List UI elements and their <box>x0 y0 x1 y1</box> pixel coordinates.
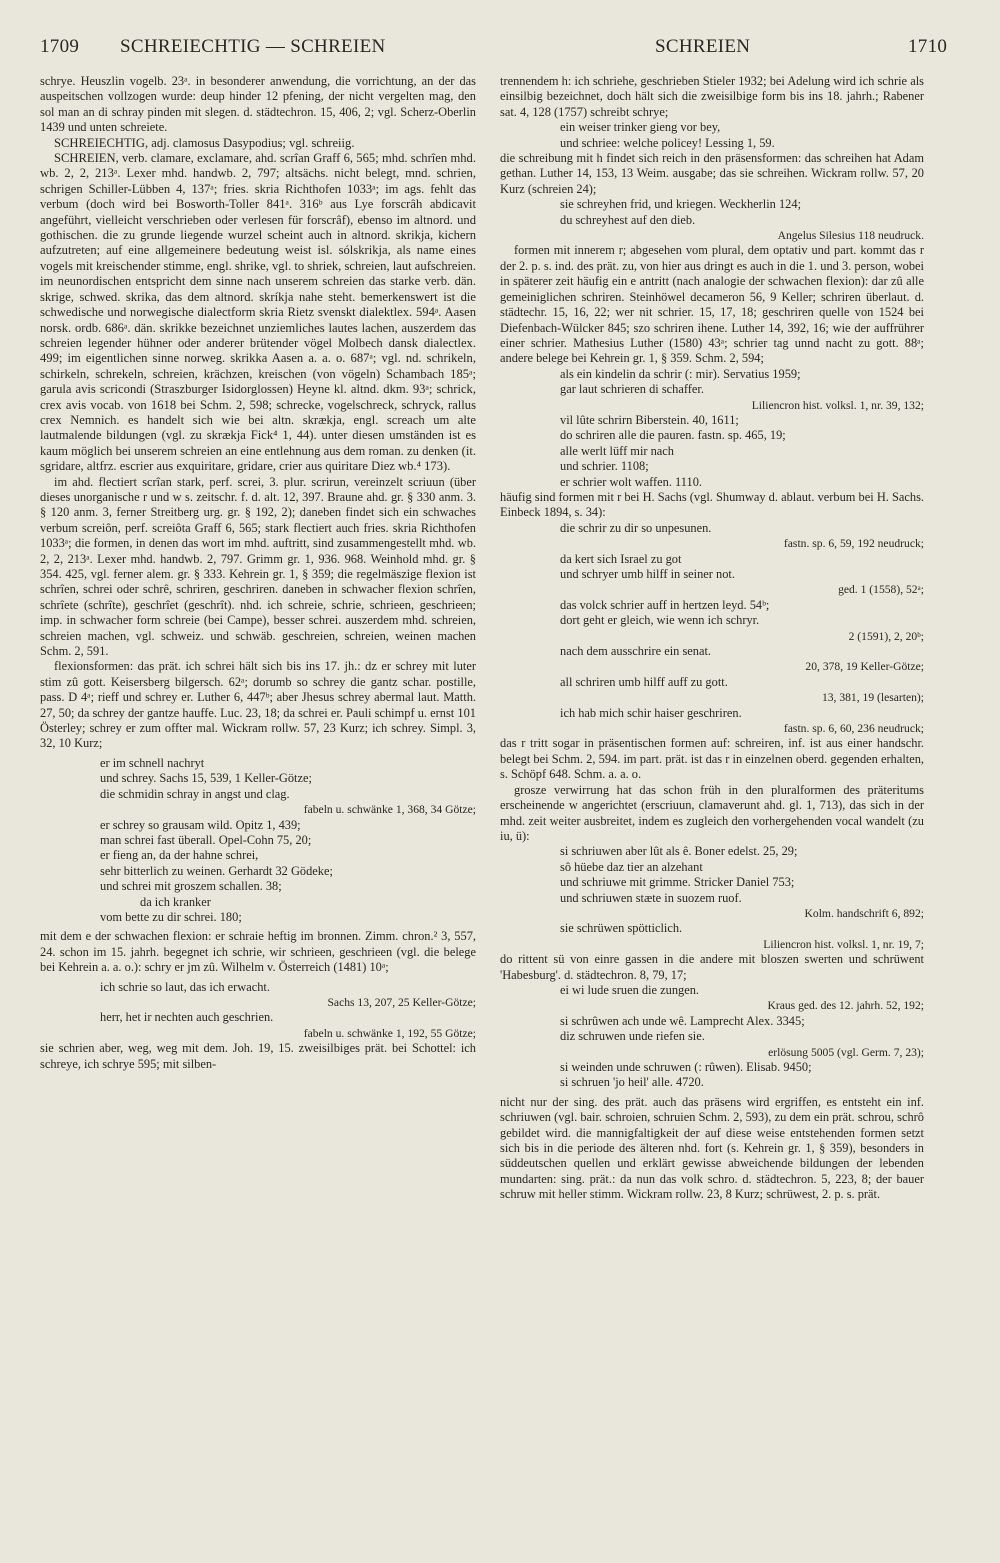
quotation-source: Kolm. handschrift 6, 892; <box>804 906 924 920</box>
quotation-line: als ein kindelin da schrir (: mir). Servatius 1959; <box>560 366 801 381</box>
quotation-line: herr, het ir nechten auch geschrien. <box>100 1010 274 1025</box>
quotation-line: und schriuwe mit grimme. Stricker Daniel 753; <box>560 875 795 890</box>
quotation-line: du schreyhest auf den dieb. <box>560 212 696 227</box>
quotation-line: das volck schrier auff in hertzen leyd. 54ᵇ; <box>560 597 770 612</box>
paragraph: im ahd. flectiert scrîan stark, perf. screi, 3. plur. scrirun, vereinzelt scriuun (über dieses unorganische r und w s. zeitschr. f. d. alt. 12, 397. Braune ahd. gr. § 330 anm. 3. § 120 anm. 3, ferner Streitberg urg. gr. § 192, 2); daneben findet sich ein schwaches verbum screiôn, perf. screiôta Graff 6, 565; stark flectiert auch fries. skria Richthofen 1033ᵃ; die formen, in denen das wort im mhd. auftritt, sind zusammengestellt mhd. wb. 2, 2, 213ᵃ. Lexer mhd. handwb. 2, 797. Grimm gr. 1, 936. 968. Weinhold mhd. gr. § 354. 425, vgl. ferner alem. gr. § 333. Kehrein gr. 1, § 359; die regelmäszige flexion ist schrîen, schrei oder schrê, schriren, geschriren. daneben in schwacher flexion schrîen, schrîete (schrîte), geschrîet (geschrît). nhd. ich schreie, schrie, schrieen, geschrieen; imp. in schwacher form schreie (bei Campe), besser schrei. auszerdem mhd. schreien, schreien machen, vgl. schweiz. und schwäb. geschreien, schreien, weinen machen Schm. 2, 591. <box>40 474 476 659</box>
left-page-number: 1709 <box>40 36 80 57</box>
paragraph: häufig sind formen mit r bei H. Sachs (vgl. Shumway d. ablaut. verbum bei H. Sachs. Einbeck 1894, s. 34): <box>500 489 924 520</box>
quotation-source: Angelus Silesius 118 neudruck. <box>777 229 924 243</box>
quotation-source: 13, 381, 19 (lesarten); <box>821 691 924 705</box>
paragraph: nicht nur der sing. des prät. auch das präsens wird ergriffen, es entsteht ein inf. schriuwen (vgl. bair. schroien, schruien Schm. 2, 593), zu dem ein prät. schrou, schrô gebildet wird. die mannigfaltigkeit der auf diese weise entstehenden formen setzt sich bis in die periode des älteren nhd. fort (s. Kehrein gr. 1, § 359), besonders in süddeutschen quellen und erklärt gewisse abweichende bildungen der lebenden mundarten: sing. prät.: da nun das volk schro. d. städtechron. 5, 223, 8; der bauer schruw mit heller stimm. Wickram rollw. 23, 8 Kurz; schrüwest, 2. p. s. prät. <box>500 1094 924 1202</box>
quotation-source: 2 (1591), 2, 20ᵇ; <box>848 629 924 643</box>
quotation-source: fabeln u. schwänke 1, 368, 34 Götze; <box>303 803 476 817</box>
quotation-line: er im schnell nachryt <box>100 755 205 770</box>
quotation-line: ich hab mich schir haiser geschriren. <box>560 705 742 720</box>
quotation-line: er fieng an, da der hahne schrei, <box>100 848 259 863</box>
quotation-source: fastn. sp. 6, 60, 236 neudruck; <box>783 722 924 736</box>
quotation-line: da ich kranker <box>140 894 211 909</box>
quotation-line: er schrier wolt waffen. 1110. <box>560 474 702 489</box>
quotation-line: ein weiser trinker gieng vor bey, <box>560 120 721 135</box>
paragraph: mit dem e der schwachen flexion: er schraie heftig im bronnen. Zimm. chron.² 3, 557, 24. schon im 15. jahrh. begegnet ich schrie, wir schrieen, geschrieen (vgl. die belege bei Kehrein a. a. o.): schry er jm zû. Wilhelm v. Österreich (1481) 10ᵃ; <box>40 929 476 975</box>
quotation-line: und schrier. 1108; <box>560 459 649 474</box>
quotation-line: si schrûwen ach unde wê. Lamprecht Alex. 3345; <box>560 1013 805 1028</box>
quotation-source: fastn. sp. 6, 59, 192 neudruck; <box>783 537 924 551</box>
quotation-line: vom bette zu dir schrei. 180; <box>100 909 242 924</box>
quotation-source: Liliencron hist. volksl. 1, nr. 19, 7; <box>763 937 924 951</box>
quotation-line: nach dem ausschrire ein senat. <box>560 644 712 659</box>
quotation-line: sie schreyhen frid, und kriegen. Weckherlin 124; <box>560 197 802 212</box>
paragraph: sie schrien aber, weg, weg mit dem. Joh. 19, 15. zweisilbiges prät. bei Schottel: ich schreye, ich schrye 595; mit silben- <box>40 1041 476 1071</box>
quotation-source: ged. 1 (1558), 52ᵃ; <box>838 583 924 597</box>
right-page-number: 1710 <box>908 36 948 57</box>
quotation-line: und schrei mit groszem schallen. 38; <box>100 879 282 894</box>
quotation-line: und schrey. Sachs 15, 539, 1 Keller-Götze; <box>100 771 312 786</box>
left-column <box>40 74 476 1072</box>
quotation-line: und schriuwen stæte in suozem ruof. <box>560 890 742 905</box>
quotation-line: si weinden unde schruwen (: rûwen). Elisab. 9450; <box>560 1060 812 1074</box>
paragraph: schrye. Heuszlin vogelb. 23ᵃ. in besonderer anwendung, die vorrichtung, an der das auspeitschen vollzogen wurde: deup hinder 12 pfening, der nicht vergelten mag, den sol man an di schray pinden mit slegen. d. städtechron. 15, 406, 2; vgl. Scherz-Oberlin 1439 und unten schreiete. <box>40 74 476 135</box>
quotation-line: er schrey so grausam wild. Opitz 1, 439; <box>100 817 301 832</box>
quotation-line: sehr bitterlich zu weinen. Gerhardt 32 Gödeke; <box>100 863 333 878</box>
quotation-line: dort geht er gleich, wie wenn ich schryr. <box>560 613 760 628</box>
quotation-source: erlösung 5005 (vgl. Germ. 7, 23); <box>768 1045 924 1059</box>
quotation-line: diz schruwen unde riefen sie. <box>560 1029 705 1044</box>
paragraph: do rittent sü von einre gassen in die andere mit bloszen swerten und schrüwent 'Habesburg'. d. städtechron. 8, 79, 17; <box>500 952 924 982</box>
quotation-line: ei wi lude sruen die zungen. <box>560 982 700 997</box>
quotation-source: fabeln u. schwänke 1, 192, 55 Götze; <box>303 1026 476 1040</box>
paragraph: die schreibung mit h findet sich reich in den präsensformen: das schreihen hat Adam gethan. Luther 14, 153, 13 Weim. ausgabe; das sie schreihen. Wickram rollw. 57, 20 Kurz (schreien 24); <box>500 151 924 196</box>
left-running-head: SCHREIECHTIG — SCHREIEN <box>120 36 386 57</box>
quotation-line: sô hüebe daz tier an alzehant <box>560 859 703 874</box>
right-column <box>500 74 924 1203</box>
paragraph: trennendem h: ich schriehe, geschrieben Stieler 1932; bei Adelung wird ich schrie als einsilbig bezeichnet, doch hält sich die zweisilbige form bis ins 18. jahrh.; Rabener sat. 4, 128 (1757) schreibt schrye; <box>500 74 924 119</box>
quotation-line: all schriren umb hilff auff zu gott. <box>560 674 728 689</box>
quotation-source: Liliencron hist. volksl. 1, nr. 39, 132; <box>751 398 924 412</box>
headword-entry: SCHREIECHTIG, adj. clamosus Dasypodius; vgl. schreiig. <box>54 135 355 150</box>
quotation-line: si schriuwen aber lût als ê. Boner edelst. 25, 29; <box>560 844 798 859</box>
quotation-line: ich schrie so laut, das ich erwacht. <box>100 979 270 994</box>
quotation-line: die schmidin schray in angst und clag. <box>100 786 290 801</box>
paragraph: grosze verwirrung hat das schon früh in den pluralformen des präteritums erscheinende w angerichtet (erscriuun, clamaverunt ahd. gl. 1, 713), das sich in der mhd. zeit weiter ausbreitet, indem es zugleich den vorhergehenden vocal wandelt (zu iu, ü): <box>500 782 924 843</box>
quotation-line: si schruen 'jo heil' alle. 4720. <box>560 1075 704 1090</box>
quotation-line: do schriren alle die pauren. fastn. sp. 465, 19; <box>560 428 786 443</box>
paragraph: formen mit innerem r; abgesehen vom plural, dem optativ und part. kommt das r der 2. p. s. ind. des prät. zu, von hier aus dringt es auch in die 1. und 3. person, wobei in späterer zeit häufig ein e antritt (nach analogie der schwachen flexion): dar zû alle gemeiniglichen schriren. Steinhöwel decameron 56, 9 Keller; schriren überlaut. d. städtechr. 15, 16, 22; wer nit schrier. 15, 17, 18; geschriren quelle von 1524 bei Diefenbach-Wülcker 845; szo schriren ihene. Luther 14, 392, 16; wie der auffrührer einer schrier. Mathesius Luther (1580) 43ᵃ; schrier tag unnd nacht zu gott. 88ᵃ; andere belege bei Kehrein gr. 1, § 359. Schm. 2, 594; <box>500 243 924 366</box>
paragraph: flexionsformen: das prät. ich schrei hält sich bis ins 17. jh.: dz er schrey mit luter stim zû gott. Keisersberg bilgersch. 62ᵃ; dorumb so schrey die gantz schar. postille, pass. D 4ᵃ; rieff und schrey er. Luther 6, 447ᵇ; aber Jhesus schrey abermal laut. Matth. 27, 50; da schrey der gantze hauffe. Luc. 23, 18; da schrei er. Pauli schimpf u. ernst 101 Österley; schrey er zum offter mal. Wickram rollw. 57, 23 Kurz; ich schrey. Simpl. 3, 32, 10 Kurz; <box>40 659 476 751</box>
quotation-line: alle werlt lüff mir nach <box>560 443 674 458</box>
quotation-line: da kert sich Israel zu got <box>560 551 682 566</box>
quotation-line: vil lûte schrirn Biberstein. 40, 1611; <box>560 412 739 427</box>
quotation-line: man schrei fast überall. Opel-Cohn 75, 20; <box>100 832 312 847</box>
headword-entry: SCHREIEN, verb. clamare, exclamare, ahd. scrîan Graff 6, 565; mhd. schrîen mhd. wb. 2, 2, 213ᵃ. Lexer mhd. handwb. 2, 797; altsächs. nicht belegt, mnd. schrien, schrigen Schiller-Lübben 4, 137ᵃ; fries. skria Richthofen 1033ᵃ; im ags. fehlt das verbum (doch wird bei Bosworth-Toller 841ᵃ. 316ᵇ aus Lye forscrâh abdicavit angeführt, vielleicht verschrieben oder verlesen für forscrâf), ebenso im altnord. und gothischen. die zu grunde liegende wurzel scheint auch in altnord. skrikja, kichern aufzutreten; auf eine allgemeinere bedeutung weist isl. sólskrikja, als name eines vogels mit kreischender stimme, engl. shrike, vgl. to shriek, schreien, laut aufschreien. im neunordischen entspricht dem sinne nach unserem schreien das starke verb. dän. skrige, schwed. skrika, das dem altnord. skríkja nahe steht. bemerkenswert ist die schwedische und norwegische dialectform skria Rietz svenskt dialektlex. 594ᵃ. Aasen norsk. ordb. 686ᵃ. dän. skrikke bezeichnet unziemliches lautes lachen, auszerdem das schreien legender hühner oder anderer brütender vögel Molbech dansk dialectlex. 499; im eigentlichen sinne norweg. skrikka Aasen a. a. o. 687ᵃ; vgl. nd. schrikeln, schirkeln, schrekeln, schreien, krächzen, kreischen (von vögeln) Schambach 185ᵃ; garula avis scricondi (Straszburger Isidorglossen) Heyne kl. altnd. dkm. 93ᵃ; schrick, crex avis vocab. von 1618 bei Schm. 2, 598; schrecke, vogelschreck, schryck, rallus crex Nemnich. es handelt sich wie bei altn. skrækja, engl. screach um alte lautmalende bildungen (vgl. zu skrækja Fick⁴ 1, 44). unter diesen umständen ist es kaum möglich bei unserem schreien an eine entlehnung aus dem roman. zu denken (it. sgridare, altfrz. escrier aus exquiritare, gridare, crier aus quiritare Diez wb.⁴ 173). <box>40 151 476 474</box>
quotation-line: die schrir zu dir so unpesunen. <box>560 520 712 535</box>
quotation-line: sie schrüwen spötticlich. <box>560 921 683 936</box>
quotation-source: Kraus ged. des 12. jahrh. 52, 192; <box>767 999 924 1013</box>
quotation-line: gar laut schrieren di schaffer. <box>560 382 704 397</box>
quotation-source: 20, 378, 19 Keller-Götze; <box>805 660 924 674</box>
paragraph: das r tritt sogar in präsentischen formen auf: schreiren, inf. ist aus einer handschr. belegt bei Schm. 2, 594. im part. prät. ist das r in einzelnen oberd. gegenden erhalten, s. Schöpf 648. Schm. a. a. o. <box>500 736 924 782</box>
quotation-source: Sachs 13, 207, 25 Keller-Götze; <box>327 995 476 1009</box>
quotation-line: und schryer umb hilff in seiner not. <box>560 567 735 581</box>
right-running-head: SCHREIEN <box>655 36 751 57</box>
quotation-line: und schriee: welche policey! Lessing 1, 59. <box>560 135 775 150</box>
